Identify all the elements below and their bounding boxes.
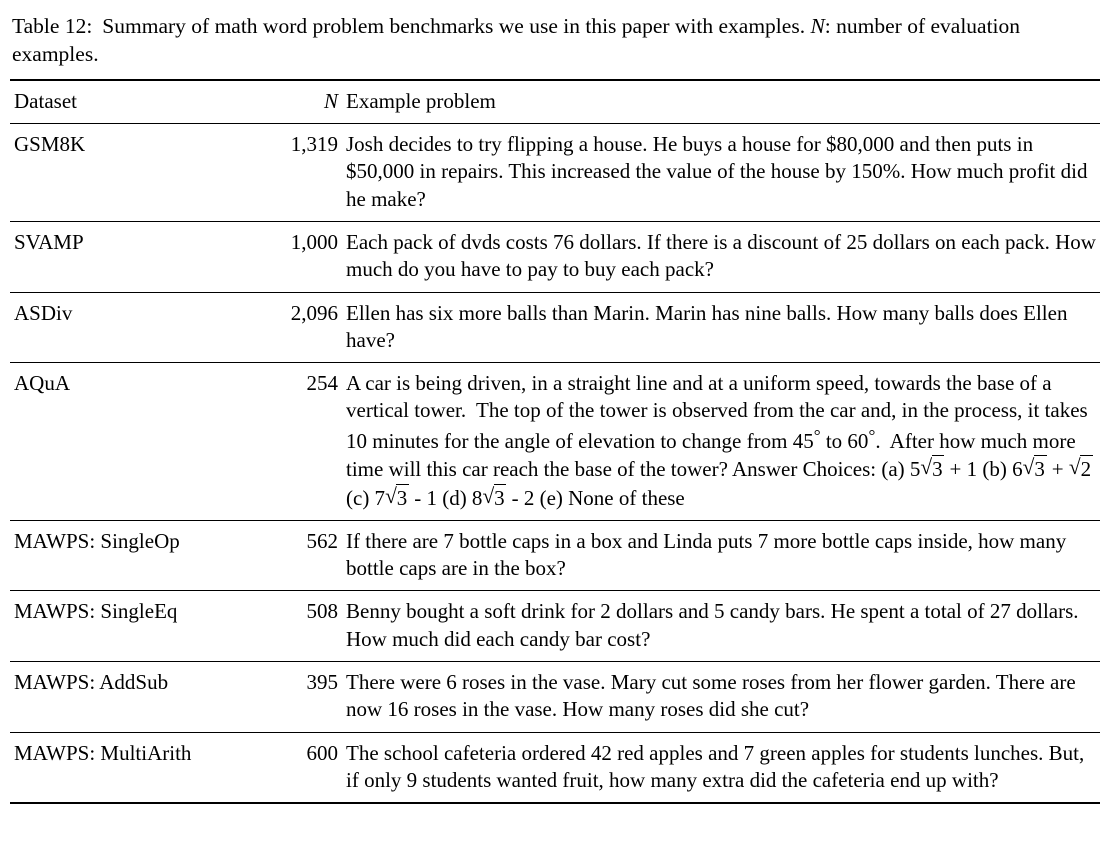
table-row bbox=[10, 520, 1100, 591]
cell-n: 395 bbox=[250, 662, 342, 733]
cell-example: Josh decides to try flipping a house. He buys a house for $80,000 and then puts in $50,000 in repairs. This increased the value of the house by 150%. How much profit did he make? bbox=[342, 124, 1100, 222]
table-row bbox=[10, 732, 1100, 802]
table-row bbox=[10, 124, 1100, 222]
cell-example: If there are 7 bottle caps in a box and Linda puts 7 more bottle caps inside, how many bottle caps are in the box? bbox=[342, 520, 1100, 591]
header-row bbox=[10, 80, 1100, 124]
header-n: N bbox=[250, 80, 342, 124]
header-example: Example problem bbox=[342, 80, 1100, 124]
cell-n: 1,000 bbox=[250, 221, 342, 292]
table-row bbox=[10, 662, 1100, 733]
cell-n: 600 bbox=[250, 732, 342, 802]
table-body bbox=[10, 124, 1100, 803]
table-row bbox=[10, 292, 1100, 363]
cell-dataset: MAWPS: SingleEq bbox=[10, 591, 250, 662]
cell-dataset: AQuA bbox=[10, 363, 250, 521]
caption-symbol: N bbox=[810, 14, 825, 38]
cell-n: 1,319 bbox=[250, 124, 342, 222]
table-caption bbox=[12, 12, 1098, 69]
cell-example: Benny bought a soft drink for 2 dollars and 5 candy bars. He spent a total of 27 dollars. How much did each candy bar cost? bbox=[342, 591, 1100, 662]
caption-label: Table 12: bbox=[12, 14, 93, 38]
table-header bbox=[10, 80, 1100, 124]
cell-n: 2,096 bbox=[250, 292, 342, 363]
caption-text-part1: Summary of math word problem benchmarks we use in this paper with examples. bbox=[102, 14, 806, 38]
header-dataset: Dataset bbox=[10, 80, 250, 124]
cell-n: 254 bbox=[250, 363, 342, 521]
cell-dataset: SVAMP bbox=[10, 221, 250, 292]
cell-n: 562 bbox=[250, 520, 342, 591]
cell-example: The school cafeteria ordered 42 red apples and 7 green apples for students lunches. But, if only 9 students wanted fruit, how many extra did the cafeteria end up with? bbox=[342, 732, 1100, 802]
cell-dataset: GSM8K bbox=[10, 124, 250, 222]
cell-dataset: MAWPS: MultiArith bbox=[10, 732, 250, 802]
cell-example: Each pack of dvds costs 76 dollars. If there is a discount of 25 dollars on each pack. How much do you have to pay to buy each pack? bbox=[342, 221, 1100, 292]
cell-n: 508 bbox=[250, 591, 342, 662]
cell-dataset: ASDiv bbox=[10, 292, 250, 363]
table-row bbox=[10, 591, 1100, 662]
cell-dataset: MAWPS: AddSub bbox=[10, 662, 250, 733]
table-row bbox=[10, 363, 1100, 521]
table-row bbox=[10, 221, 1100, 292]
benchmarks-table bbox=[10, 79, 1100, 802]
caption-text-part2: : number of evaluation examples. bbox=[12, 14, 1021, 67]
table-bottom-rule bbox=[10, 802, 1100, 804]
cell-example: Ellen has six more balls than Marin. Marin has nine balls. How many balls does Ellen have? bbox=[342, 292, 1100, 363]
cell-example: There were 6 roses in the vase. Mary cut some roses from her flower garden. There are now 16 roses in the vase. How many roses did she cut? bbox=[342, 662, 1100, 733]
cell-dataset: MAWPS: SingleOp bbox=[10, 520, 250, 591]
cell-example-aqua: A car is being driven, in a straight line and at a uniform speed, towards the base of a vertical tower. The top of the tower is observed from the car and, in the process, it takes 10 minutes for the angle of elevation to change from 45° to 60°. After how much more time will this car reach the base of the tower? Answer Choices: (a) 5 √ 3 + 1 (b) 6 √ 3 + √ 2 (c) 7 √ 3 - 1 (d) 8 √ 3 - 2 (e) None of these bbox=[342, 363, 1100, 521]
